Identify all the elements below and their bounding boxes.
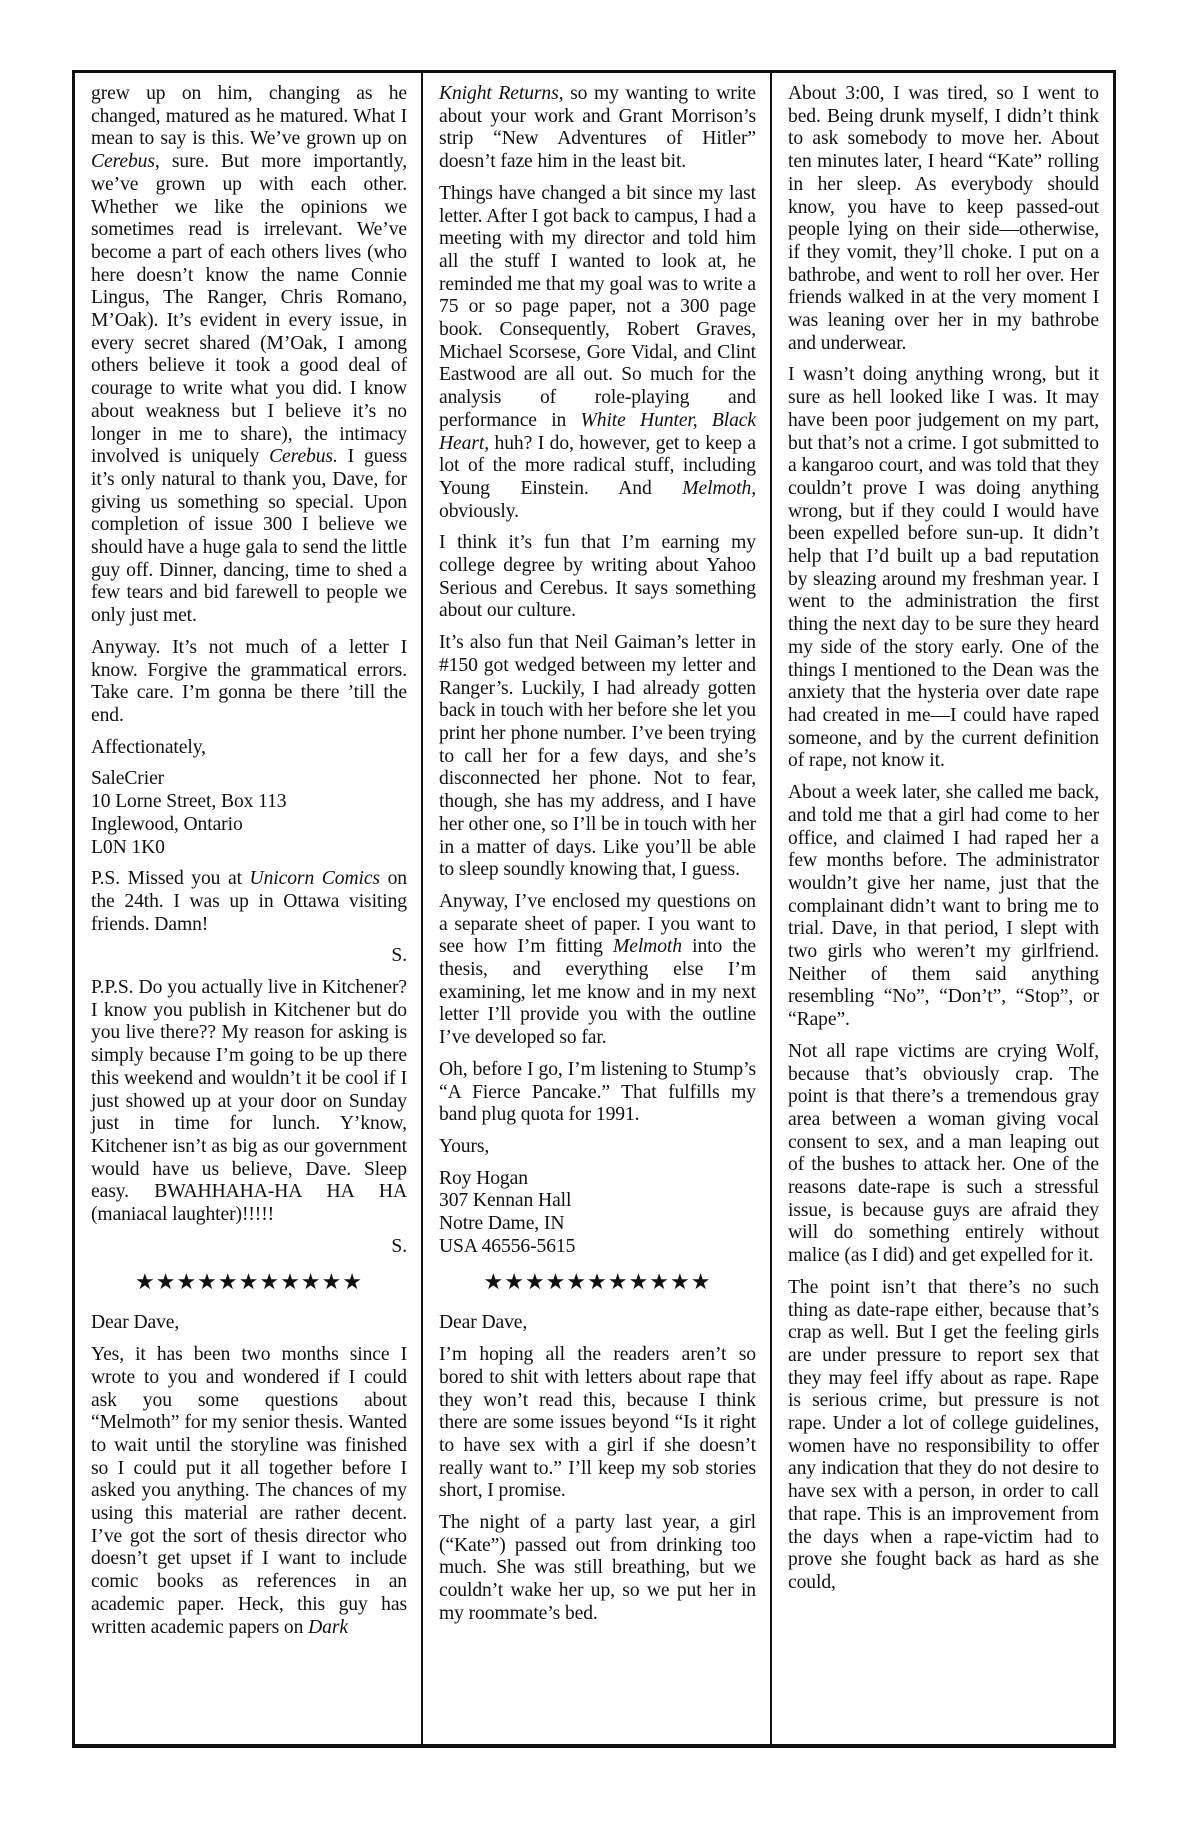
- column-2: [423, 73, 772, 1744]
- letters-page-frame: [72, 70, 1116, 1748]
- paragraph-text: Yes, it has been two months since I wrote to you and wondered if I could ask you some questions about “Melmoth” for my senior thesis. Wanted to wait until the storyline was finished so I could put it all together before I asked you anything. The chances of my using this material are rather decent. I’ve got the sort of thesis director who doesn’t get upset if I want to include comic books as references in an academic paper. Heck, this guy has written academic papers on: [91, 1344, 407, 1638]
- letter-paragraph: [91, 868, 407, 936]
- paragraph-text: P.S. Missed you at: [91, 868, 250, 890]
- signature-initial: S.: [391, 1235, 407, 1257]
- address-line: USA 46556-5615: [439, 1235, 576, 1257]
- letter-paragraph: [91, 83, 407, 628]
- letter-paragraph: [439, 83, 756, 174]
- paragraph-text: Dear Dave,: [91, 1312, 180, 1334]
- letter-paragraph: [439, 891, 756, 1050]
- paragraph-text: Dear Dave,: [439, 1312, 528, 1334]
- paragraph-text: I’m hoping all the readers aren’t so bored to shit with letters about rape that they won’t read this, because I think there are some issues beyond “Is it right to have sex with a girl if she doesn’t really want to.” I’ll keep my sob stories short, I promise.: [439, 1344, 756, 1502]
- paragraph-text: grew up on him, changing as he changed, matured as he matured. What I mean to say is this. We’ve grown up on: [91, 83, 407, 150]
- letter-paragraph: [788, 1277, 1099, 1595]
- paragraph-text: huh? I do, however, get to keep a lot of the more radical stuff, including Young Einstein. And: [439, 432, 756, 499]
- address-line: Inglewood, Ontario: [91, 813, 243, 835]
- address-line: Notre Dame, IN: [439, 1213, 565, 1235]
- paragraph-text: Oh, before I go, I’m listening to Stump’s “A Fierce Pancake.” That fulfills my band plug quota for 1991.: [439, 1058, 756, 1126]
- star-separator: ★★★★★★★★★★★: [483, 1270, 712, 1296]
- paragraph-text: Anyway, I’ve enclosed my questions on a separate sheet of paper. I you want to see how I’m fitting: [439, 890, 756, 958]
- letter-paragraph: [91, 637, 407, 728]
- paragraph-text: The point isn’t that there’s no such thing as date-rape either, because that’s crap as well. But I get the feeling girls are under pressure to report sex that they may feel iffy about as rape. Rape is serious crime, but pressure is not rape. Under a lot of college guidelines, women have no responsibility to offer any indication that they do not desire to have sex with a person, in order to call that rape. This is an improvement from the days when a rape-victim had to prove she fought back as hard as she could,: [788, 1276, 1099, 1593]
- italic-title: Melmoth: [613, 936, 682, 958]
- address-block: [439, 1168, 756, 1259]
- letter-paragraph: [439, 1312, 756, 1335]
- letter-paragraph: [788, 83, 1099, 355]
- paragraph-text: Not all rape victims are crying Wolf, because that’s obviously crap. The point is that there’s a tremendous gray area between a woman giving vocal consent to sex, and a man leaping out of the bushes to attack her. One of the reasons date-rape is such a stressful issue, is because guys are afraid they will do something entirely without malice (as I did) and get expelled for it.: [788, 1040, 1099, 1267]
- paragraph-text: About a week later, she called me back, and told me that a girl had come to her office, and claimed I had raped her a few months before. The administrator wouldn’t give her name, just that the complainant didn’t want to bring me to trial. Dave, in that period, I slept with two girls who weren’t my girlfriend. Neither of them said anything resembling “No”, “Don’t”, “Stop”, or “Rape”.: [788, 782, 1099, 1031]
- paragraph-text: About 3:00, I was tired, so I went to bed. Being drunk myself, I didn’t think to ask somebody to move her. About ten minutes later, I heard “Kate” rolling in her sleep. As everybody should know, you have to keep passed-out people lying on their side—otherwise, if they vomit, they’ll choke. I put on a bathrobe, and went to roll her over. Her friends walked in at the very moment I was leaning over her in my bathrobe and underwear.: [788, 83, 1099, 354]
- letter-paragraph: [439, 1136, 756, 1159]
- letter-paragraph: [439, 1059, 756, 1127]
- letter-paragraph: [788, 782, 1099, 1032]
- paragraph-text: I think it’s fun that I’m earning my college degree by writing about Yahoo Serious and Cerebus. It says something about our culture.: [439, 532, 756, 622]
- letter-paragraph: [439, 183, 756, 524]
- paragraph-text: Anyway. It’s not much of a letter I know. Forgive the grammatical errors. Take care. I’m gonna be there ’till the end.: [91, 636, 407, 726]
- address-line: 10 Lorne Street, Box 113: [91, 791, 287, 813]
- address-line: SaleCrier: [91, 768, 165, 790]
- paragraph-text: Yours,: [439, 1135, 490, 1157]
- signature-initial: S.: [391, 945, 407, 967]
- paragraph-text: The night of a party last year, a girl (“Kate”) passed out from drinking too much. She was still breathing, but we couldn’t wake her up, so we put her in my roommate’s bed.: [439, 1512, 756, 1624]
- letter-paragraph: [439, 1512, 756, 1626]
- paragraph-text: so my wanting to write about your work and Grant Morrison’s strip “New Adventures of Hitler” doesn’t faze him in the least bit.: [439, 83, 756, 173]
- column-1: [75, 73, 423, 1744]
- letter-paragraph: [91, 1344, 407, 1639]
- paragraph-text: obviously.: [439, 500, 519, 522]
- paragraph-text: I guess it’s only natural to thank you, Dave, for giving us something so special. Upon completion of issue 300 I believe we should have a huge gala to send the little guy off. Dinner, dancing, time to shed a few tears and bid farewell to people we only just met.: [91, 446, 408, 627]
- italic-title: Cerebus: [91, 151, 155, 173]
- italic-title: Cerebus.: [269, 446, 338, 468]
- letter-paragraph: [439, 632, 756, 882]
- address-line: Roy Hogan: [439, 1167, 528, 1189]
- letter-paragraph: [788, 1041, 1099, 1268]
- paragraph-text: , sure. But more importantly, we’ve grown up with each other. Whether we like the opinions we sometimes read is irrelevant. We’ve become a part of each others lives (who here doesn’t know the name Connie Lingus, The Ranger, Chris Romano, M’Oak). It’s evident in every issue, in every secret shared (M’Oak, I among others believe it took a good deal of courage to write what you did. I know about weakness but I believe it’s no longer in me to share), the intimacy involved is uniquely: [91, 151, 407, 468]
- letter-paragraph: [439, 1344, 756, 1503]
- paragraph-text: Things have changed a bit since my last letter. After I got back to campus, I had a meeting with my director and told him all the stuff I wanted to look at, he reminded me that my goal was to write a 75 or so page paper, not a 300 page book. Consequently, Robert Graves, Michael Scorsese, Gore Vidal, and Clint Eastwood are all out. So much for the analysis of role-playing and performance in: [439, 182, 756, 431]
- paragraph-text: I wasn’t doing anything wrong, but it sure as hell looked like I was. It may have been poor judgement on my part, but that’s not a crime. I got submitted to a kangaroo court, and was told that they couldn’t prove I was doing anything wrong, but if they could I would have been expelled before sun-up. It didn’t help that I’d built up a bad reputation by sleazing around my freshman year. I went to the administration the first thing the next day to be sure they heard my side of the story early. One of the things I mentioned to the Dean was the anxiety that the hysteria over date rape had created in me—I could have raped someone, and by the current definition of rape, not know it.: [788, 364, 1099, 772]
- letter-paragraph: [91, 977, 407, 1227]
- italic-title: Knight Returns,: [439, 83, 564, 104]
- letter-paragraph: [91, 1312, 407, 1335]
- italic-title: Dark: [308, 1616, 348, 1638]
- letter-paragraph: [439, 532, 756, 623]
- address-block: [91, 768, 407, 859]
- star-separator: ★★★★★★★★★★★: [135, 1270, 363, 1296]
- paragraph-text: P.P.S. Do you actually live in Kitchener? I know you publish in Kitchener but do you live there?? My reason for asking is simply because I’m going to be up there this weekend and wouldn’t it be cool if I just showed up at your door on Sunday just in time for lunch. Y’know, Kitchener isn’t as big as our government would have us believe, Dave. Sleep easy. BWAHHAHA-HA HA HA (maniacal laughter)!!!!!: [91, 977, 407, 1226]
- italic-title: Unicorn Comics: [249, 868, 380, 890]
- paragraph-text: Affectionately,: [91, 736, 206, 758]
- letter-paragraph: [91, 737, 407, 760]
- italic-title: White Hunter, Black Heart,: [439, 409, 756, 454]
- paragraph-text: into the thesis, and everything else I’m examining, let me know and in my next letter I’ll provide you with the outline I’ve developed so far.: [439, 936, 756, 1049]
- address-line: L0N 1K0: [91, 836, 165, 858]
- paragraph-text: It’s also fun that Neil Gaiman’s letter in #150 got wedged between my letter and Ranger’s. Luckily, I had already gotten back in touch with her before she let you print her phone number. I’ve been trying to call her for a few days, and she’s disconnected her phone. Not to fear, though, she has my address, and I have her other one, so I’ll be in touch with her in a matter of days. Like you’ll be able to sleep soundly knowing that, I guess.: [439, 632, 756, 881]
- address-line: 307 Kennan Hall: [439, 1190, 572, 1212]
- letter-paragraph: [788, 364, 1099, 773]
- paragraph-text: on the 24th. I was up in Ottawa visiting friends. Damn!: [91, 868, 407, 935]
- italic-title: Melmoth,: [682, 477, 756, 499]
- column-3: [772, 73, 1113, 1744]
